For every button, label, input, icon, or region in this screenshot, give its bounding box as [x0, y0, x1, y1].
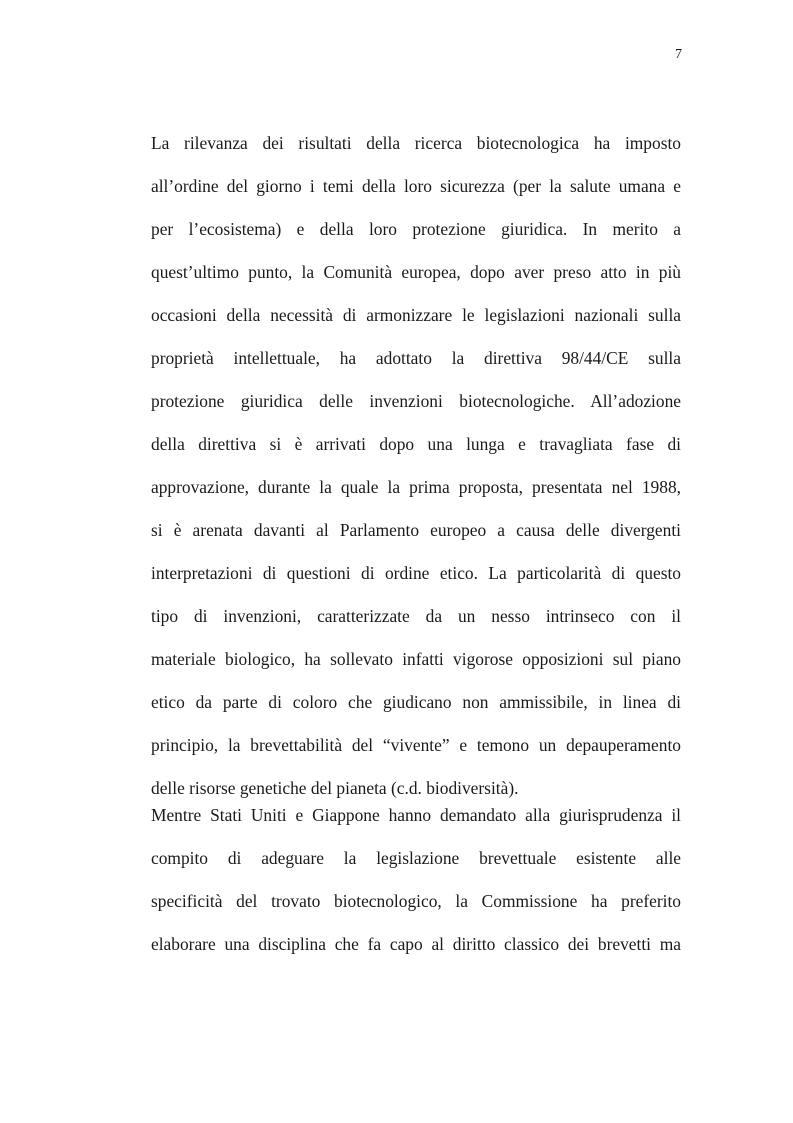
text-line: specificità del trovato biotecnologico, la Commissione ha preferito [151, 891, 681, 911]
text-line: all’ordine del giorno i temi della loro sicurezza (per la salute umana e [151, 176, 681, 196]
text-line: La rilevanza dei risultati della ricerca biotecnologica ha imposto [151, 133, 681, 153]
text-line: della direttiva si è arrivati dopo una lunga e travagliata fase di [151, 434, 681, 454]
text-line: si è arenata davanti al Parlamento europeo a causa delle divergenti [151, 520, 681, 540]
text-line: proprietà intellettuale, ha adottato la direttiva 98/44/CE sulla [151, 348, 681, 368]
text-line: tipo di invenzioni, caratterizzate da un nesso intrinseco con il [151, 606, 681, 626]
text-line: protezione giuridica delle invenzioni biotecnologiche. All’adozione [151, 391, 681, 411]
text-line: elaborare una disciplina che fa capo al diritto classico dei brevetti ma [151, 934, 681, 954]
text-line: delle risorse genetiche del pianeta (c.d. biodiversità). [151, 778, 519, 798]
text-line: interpretazioni di questioni di ordine etico. La particolarità di questo [151, 563, 681, 583]
text-line: principio, la brevettabilità del “vivente” e temono un depauperamento [151, 735, 681, 755]
text-line: Mentre Stati Uniti e Giappone hanno demandato alla giurisprudenza il [151, 805, 681, 825]
text-line: occasioni della necessità di armonizzare le legislazioni nazionali sulla [151, 305, 681, 325]
paragraph [151, 794, 681, 966]
text-line: etico da parte di coloro che giudicano non ammissibile, in linea di [151, 692, 681, 712]
page-number: 7 [675, 47, 682, 62]
text-line: approvazione, durante la quale la prima proposta, presentata nel 1988, [151, 477, 681, 497]
text-line: materiale biologico, ha sollevato infatti vigorose opposizioni sul piano [151, 649, 681, 669]
text-line: quest’ultimo punto, la Comunità europea, dopo aver preso atto in più [151, 262, 681, 282]
text-line: compito di adeguare la legislazione brevettuale esistente alle [151, 848, 681, 868]
text-line: per l’ecosistema) e della loro protezione giuridica. In merito a [151, 219, 681, 239]
paragraph [151, 122, 681, 810]
